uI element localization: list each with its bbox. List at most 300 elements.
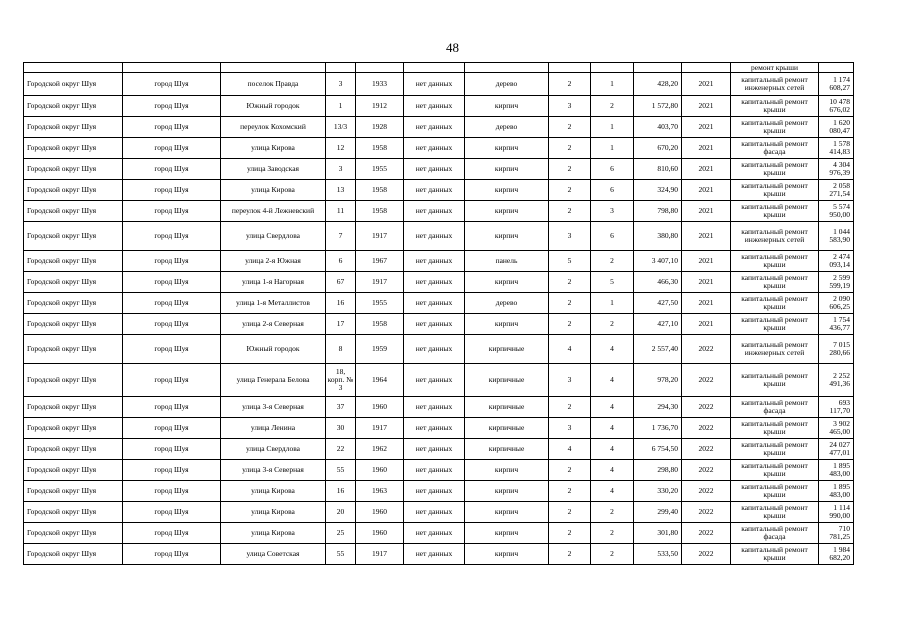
district-cell: Городской округ Шуя <box>24 335 123 364</box>
table-row <box>24 460 854 481</box>
wall-material-cell: кирпич <box>465 138 549 159</box>
street-cell: улица Свердлова <box>221 222 326 251</box>
year-built-cell: 1955 <box>356 159 404 180</box>
house-number-cell: 55 <box>326 460 356 481</box>
area-cell: 428,20 <box>634 73 682 96</box>
house-number-cell: 13 <box>326 180 356 201</box>
table-row <box>24 439 854 460</box>
table-row <box>24 138 854 159</box>
work-type-cell: капитальный ремонт инженерных сетей <box>731 335 819 364</box>
city-cell: город Шуя <box>123 272 221 293</box>
cost-cell: 1 620 080,47 <box>819 117 854 138</box>
work-type-cell: капитальный ремонт крыши <box>731 180 819 201</box>
capital-repair-cell: нет данных <box>404 96 465 117</box>
table-row <box>24 397 854 418</box>
cost-cell: 7 015 280,66 <box>819 335 854 364</box>
floors-cell: 2 <box>549 272 591 293</box>
work-type-cell: капитальный ремонт крыши <box>731 364 819 397</box>
area-cell: 533,50 <box>634 544 682 565</box>
plan-year-cell: 2021 <box>682 96 731 117</box>
area-cell: 2 557,40 <box>634 335 682 364</box>
street-cell: улица Заводская <box>221 159 326 180</box>
cost-cell: 2 252 491,36 <box>819 364 854 397</box>
city-cell: город Шуя <box>123 335 221 364</box>
house-number-cell: 3 <box>326 159 356 180</box>
cost-cell: 710 781,25 <box>819 523 854 544</box>
city-cell: город Шуя <box>123 314 221 335</box>
capital-repair-cell: нет данных <box>404 117 465 138</box>
work-type-cell: капитальный ремонт инженерных сетей <box>731 222 819 251</box>
work-type-cell: капитальный ремонт крыши <box>731 314 819 335</box>
work-type-cell: капитальный ремонт крыши <box>731 439 819 460</box>
year-built-cell: 1964 <box>356 364 404 397</box>
district-cell: Городской округ Шуя <box>24 460 123 481</box>
plan-year-cell: 2021 <box>682 138 731 159</box>
cost-cell: 1 174 608,27 <box>819 73 854 96</box>
street-cell: улица Кирова <box>221 502 326 523</box>
wall-material-cell: кирпич <box>465 272 549 293</box>
street-cell: улица 3-я Северная <box>221 397 326 418</box>
city-cell: город Шуя <box>123 460 221 481</box>
city-cell: город Шуя <box>123 364 221 397</box>
floors-cell: 2 <box>549 544 591 565</box>
district-cell: Городской округ Шуя <box>24 364 123 397</box>
city-cell: город Шуя <box>123 222 221 251</box>
capital-repair-cell: нет данных <box>404 180 465 201</box>
year-built-cell: 1917 <box>356 544 404 565</box>
work-type-cell: капитальный ремонт крыши <box>731 418 819 439</box>
capital-repair-cell: нет данных <box>404 439 465 460</box>
capital-repair-cell: нет данных <box>404 138 465 159</box>
district-cell: Городской округ Шуя <box>24 73 123 96</box>
district-cell: Городской округ Шуя <box>24 544 123 565</box>
table-row <box>24 481 854 502</box>
wall-material-cell: кирпич <box>465 159 549 180</box>
area-cell: 466,30 <box>634 272 682 293</box>
district-cell: Городской округ Шуя <box>24 418 123 439</box>
capital-repair-cell: нет данных <box>404 73 465 96</box>
work-type-cell: капитальный ремонт фасада <box>731 138 819 159</box>
entrances-cell: 4 <box>591 481 634 502</box>
house-number-cell: 7 <box>326 222 356 251</box>
house-number-cell: 25 <box>326 523 356 544</box>
capital-repair-cell: нет данных <box>404 418 465 439</box>
floors-cell: 3 <box>549 364 591 397</box>
plan-year-cell: 2022 <box>682 364 731 397</box>
area-cell: 427,50 <box>634 293 682 314</box>
cost-cell: 2 474 093,14 <box>819 251 854 272</box>
city-cell: город Шуя <box>123 439 221 460</box>
capital-repair-cell: нет данных <box>404 314 465 335</box>
district-cell: Городской округ Шуя <box>24 523 123 544</box>
district-cell: Городской округ Шуя <box>24 272 123 293</box>
table-row <box>24 418 854 439</box>
cost-cell: 5 574 950,00 <box>819 201 854 222</box>
buildings-table <box>23 62 854 565</box>
work-type-cell: ремонт крыши <box>731 63 819 73</box>
table-row <box>24 96 854 117</box>
work-type-cell: капитальный ремонт инженерных сетей <box>731 73 819 96</box>
street-cell: улица Кирова <box>221 180 326 201</box>
table-row <box>24 314 854 335</box>
work-type-cell: капитальный ремонт крыши <box>731 481 819 502</box>
wall-material-cell: дерево <box>465 117 549 138</box>
year-built-cell: 1917 <box>356 418 404 439</box>
capital-repair-cell: нет данных <box>404 159 465 180</box>
house-number-cell: 37 <box>326 397 356 418</box>
city-cell: город Шуя <box>123 481 221 502</box>
year-built-cell: 1955 <box>356 293 404 314</box>
wall-material-cell: кирпич <box>465 523 549 544</box>
house-number-cell: 55 <box>326 544 356 565</box>
cost-cell: 1 044 583,90 <box>819 222 854 251</box>
street-cell: улица Кирова <box>221 481 326 502</box>
capital-repair-cell: нет данных <box>404 397 465 418</box>
year-built-cell: 1960 <box>356 523 404 544</box>
area-cell: 1 736,70 <box>634 418 682 439</box>
year-built-cell: 1917 <box>356 222 404 251</box>
area-cell: 294,30 <box>634 397 682 418</box>
wall-material-cell: кирпич <box>465 544 549 565</box>
capital-repair-cell: нет данных <box>404 335 465 364</box>
area-cell: 301,80 <box>634 523 682 544</box>
house-number-cell: 30 <box>326 418 356 439</box>
city-cell: город Шуя <box>123 251 221 272</box>
city-cell: город Шуя <box>123 418 221 439</box>
plan-year-cell: 2021 <box>682 272 731 293</box>
year-built-cell: 1959 <box>356 335 404 364</box>
entrances-cell: 4 <box>591 439 634 460</box>
capital-repair-cell: нет данных <box>404 293 465 314</box>
district-cell: Городской округ Шуя <box>24 439 123 460</box>
wall-material-cell: кирпич <box>465 502 549 523</box>
area-cell: 670,20 <box>634 138 682 159</box>
cost-cell: 2 058 271,54 <box>819 180 854 201</box>
entrances-cell: 2 <box>591 96 634 117</box>
plan-year-cell: 2022 <box>682 460 731 481</box>
table-row <box>24 251 854 272</box>
plan-year-cell: 2021 <box>682 180 731 201</box>
wall-material-cell: кирпич <box>465 180 549 201</box>
year-built-cell: 1962 <box>356 439 404 460</box>
cost-cell: 10 478 676,02 <box>819 96 854 117</box>
city-cell: город Шуя <box>123 73 221 96</box>
plan-year-cell: 2021 <box>682 222 731 251</box>
table-row <box>24 73 854 96</box>
plan-year-cell: 2022 <box>682 502 731 523</box>
house-number-cell: 12 <box>326 138 356 159</box>
city-cell: город Шуя <box>123 523 221 544</box>
city-cell: город Шуя <box>123 96 221 117</box>
wall-material-cell: кирпичные <box>465 364 549 397</box>
cost-cell: 1 578 414,83 <box>819 138 854 159</box>
district-cell: Городской округ Шуя <box>24 293 123 314</box>
city-cell: город Шуя <box>123 544 221 565</box>
area-cell: 299,40 <box>634 502 682 523</box>
entrances-cell: 6 <box>591 180 634 201</box>
street-cell: улица Кирова <box>221 523 326 544</box>
floors-cell: 2 <box>549 117 591 138</box>
entrances-cell: 4 <box>591 335 634 364</box>
city-cell: город Шуя <box>123 502 221 523</box>
plan-year-cell: 2021 <box>682 314 731 335</box>
capital-repair-cell: нет данных <box>404 523 465 544</box>
street-cell: переулок 4-й Лежневский <box>221 201 326 222</box>
house-number-cell: 13/3 <box>326 117 356 138</box>
cost-cell: 4 304 976,39 <box>819 159 854 180</box>
floors-cell: 2 <box>549 293 591 314</box>
capital-repair-cell: нет данных <box>404 222 465 251</box>
house-number-cell: 20 <box>326 502 356 523</box>
district-cell: Городской округ Шуя <box>24 314 123 335</box>
street-cell: Южный городок <box>221 335 326 364</box>
area-cell: 798,80 <box>634 201 682 222</box>
work-type-cell: капитальный ремонт крыши <box>731 544 819 565</box>
entrances-cell: 2 <box>591 502 634 523</box>
wall-material-cell: кирпич <box>465 222 549 251</box>
table-row <box>24 335 854 364</box>
year-built-cell: 1960 <box>356 502 404 523</box>
street-cell: поселок Правда <box>221 73 326 96</box>
floors-cell: 2 <box>549 314 591 335</box>
house-number-cell: 6 <box>326 251 356 272</box>
floors-cell: 5 <box>549 251 591 272</box>
house-number-cell: 67 <box>326 272 356 293</box>
city-cell: город Шуя <box>123 117 221 138</box>
district-cell: Городской округ Шуя <box>24 201 123 222</box>
work-type-cell: капитальный ремонт крыши <box>731 159 819 180</box>
district-cell: Городской округ Шуя <box>24 502 123 523</box>
year-built-cell: 1912 <box>356 96 404 117</box>
street-cell: улица 1-я Металлистов <box>221 293 326 314</box>
cost-cell: 693 117,70 <box>819 397 854 418</box>
street-cell: улица 2-я Северная <box>221 314 326 335</box>
area-cell: 1 572,80 <box>634 96 682 117</box>
area-cell: 298,80 <box>634 460 682 481</box>
table-row <box>24 523 854 544</box>
entrances-cell: 1 <box>591 73 634 96</box>
year-built-cell: 1928 <box>356 117 404 138</box>
area-cell: 403,70 <box>634 117 682 138</box>
floors-cell: 2 <box>549 397 591 418</box>
street-cell: улица 2-я Южная <box>221 251 326 272</box>
cost-cell: 2 090 606,25 <box>819 293 854 314</box>
capital-repair-cell: нет данных <box>404 502 465 523</box>
cost-cell: 1 895 483,00 <box>819 460 854 481</box>
work-type-cell: капитальный ремонт крыши <box>731 251 819 272</box>
floors-cell: 2 <box>549 138 591 159</box>
entrances-cell: 5 <box>591 272 634 293</box>
house-number-cell: 1 <box>326 96 356 117</box>
work-type-cell: капитальный ремонт крыши <box>731 96 819 117</box>
floors-cell: 2 <box>549 201 591 222</box>
capital-repair-cell: нет данных <box>404 460 465 481</box>
district-cell: Городской округ Шуя <box>24 117 123 138</box>
wall-material-cell: кирпич <box>465 201 549 222</box>
floors-cell: 2 <box>549 180 591 201</box>
house-number-cell: 3 <box>326 73 356 96</box>
plan-year-cell: 2022 <box>682 544 731 565</box>
street-cell: улица Кирова <box>221 138 326 159</box>
plan-year-cell: 2021 <box>682 201 731 222</box>
city-cell: город Шуя <box>123 138 221 159</box>
work-type-cell: капитальный ремонт крыши <box>731 272 819 293</box>
table-row <box>24 293 854 314</box>
floors-cell: 3 <box>549 418 591 439</box>
entrances-cell: 2 <box>591 314 634 335</box>
district-cell: Городской округ Шуя <box>24 481 123 502</box>
plan-year-cell: 2021 <box>682 251 731 272</box>
area-cell: 978,20 <box>634 364 682 397</box>
district-cell: Городской округ Шуя <box>24 159 123 180</box>
house-number-cell: 22 <box>326 439 356 460</box>
table-row <box>24 222 854 251</box>
table-row <box>24 159 854 180</box>
work-type-cell: капитальный ремонт фасада <box>731 397 819 418</box>
table-row <box>24 544 854 565</box>
street-cell: улица Генерала Белова <box>221 364 326 397</box>
entrances-cell: 3 <box>591 201 634 222</box>
city-cell: город Шуя <box>123 293 221 314</box>
capital-repair-cell: нет данных <box>404 201 465 222</box>
area-cell: 324,90 <box>634 180 682 201</box>
entrances-cell: 2 <box>591 251 634 272</box>
work-type-cell: капитальный ремонт крыши <box>731 117 819 138</box>
cost-cell: 1 754 436,77 <box>819 314 854 335</box>
floors-cell: 2 <box>549 159 591 180</box>
wall-material-cell: кирпичные <box>465 439 549 460</box>
area-cell: 6 754,50 <box>634 439 682 460</box>
city-cell: город Шуя <box>123 201 221 222</box>
district-cell: Городской округ Шуя <box>24 222 123 251</box>
floors-cell: 2 <box>549 523 591 544</box>
entrances-cell: 4 <box>591 397 634 418</box>
entrances-cell: 6 <box>591 222 634 251</box>
cost-cell: 3 902 465,00 <box>819 418 854 439</box>
table-row <box>24 117 854 138</box>
year-built-cell: 1958 <box>356 138 404 159</box>
wall-material-cell: кирпич <box>465 481 549 502</box>
area-cell: 3 407,10 <box>634 251 682 272</box>
city-cell: город Шуя <box>123 397 221 418</box>
floors-cell: 2 <box>549 481 591 502</box>
floors-cell: 3 <box>549 222 591 251</box>
district-cell: Городской округ Шуя <box>24 96 123 117</box>
year-built-cell: 1967 <box>356 251 404 272</box>
entrances-cell: 4 <box>591 460 634 481</box>
capital-repair-cell: нет данных <box>404 544 465 565</box>
table-row <box>24 201 854 222</box>
floors-cell: 2 <box>549 73 591 96</box>
street-cell: улица Ленина <box>221 418 326 439</box>
year-built-cell: 1933 <box>356 73 404 96</box>
floors-cell: 2 <box>549 502 591 523</box>
wall-material-cell: кирпич <box>465 96 549 117</box>
year-built-cell: 1958 <box>356 180 404 201</box>
work-type-cell: капитальный ремонт крыши <box>731 502 819 523</box>
entrances-cell: 1 <box>591 138 634 159</box>
table-row <box>24 364 854 397</box>
work-type-cell: капитальный ремонт фасада <box>731 523 819 544</box>
year-built-cell: 1958 <box>356 201 404 222</box>
house-number-cell: 18, корп. № 3 <box>326 364 356 397</box>
year-built-cell: 1958 <box>356 314 404 335</box>
plan-year-cell: 2022 <box>682 418 731 439</box>
entrances-cell: 2 <box>591 544 634 565</box>
house-number-cell: 11 <box>326 201 356 222</box>
wall-material-cell: панель <box>465 251 549 272</box>
cost-cell: 24 027 477,01 <box>819 439 854 460</box>
capital-repair-cell: нет данных <box>404 272 465 293</box>
work-type-cell: капитальный ремонт крыши <box>731 460 819 481</box>
street-cell: улица 3-я Северная <box>221 460 326 481</box>
entrances-cell: 2 <box>591 523 634 544</box>
city-cell: город Шуя <box>123 159 221 180</box>
year-built-cell: 1960 <box>356 397 404 418</box>
house-number-cell: 8 <box>326 335 356 364</box>
plan-year-cell: 2021 <box>682 159 731 180</box>
entrances-cell: 4 <box>591 418 634 439</box>
district-cell: Городской округ Шуя <box>24 251 123 272</box>
work-type-cell: капитальный ремонт крыши <box>731 293 819 314</box>
area-cell: 330,20 <box>634 481 682 502</box>
plan-year-cell: 2021 <box>682 117 731 138</box>
wall-material-cell: кирпичные <box>465 335 549 364</box>
cost-cell: 1 984 682,20 <box>819 544 854 565</box>
table-row-continued <box>24 63 854 73</box>
house-number-cell: 16 <box>326 293 356 314</box>
capital-repair-cell: нет данных <box>404 481 465 502</box>
plan-year-cell: 2022 <box>682 439 731 460</box>
plan-year-cell: 2022 <box>682 523 731 544</box>
district-cell: Городской округ Шуя <box>24 138 123 159</box>
table-row <box>24 180 854 201</box>
area-cell: 427,10 <box>634 314 682 335</box>
entrances-cell: 1 <box>591 293 634 314</box>
plan-year-cell: 2022 <box>682 481 731 502</box>
wall-material-cell: кирпичные <box>465 418 549 439</box>
plan-year-cell: 2022 <box>682 397 731 418</box>
entrances-cell: 1 <box>591 117 634 138</box>
floors-cell: 4 <box>549 439 591 460</box>
wall-material-cell: кирпич <box>465 314 549 335</box>
cost-cell: 1 895 483,00 <box>819 481 854 502</box>
year-built-cell: 1917 <box>356 272 404 293</box>
plan-year-cell: 2022 <box>682 335 731 364</box>
area-cell: 810,60 <box>634 159 682 180</box>
street-cell: Южный городок <box>221 96 326 117</box>
floors-cell: 2 <box>549 460 591 481</box>
floors-cell: 4 <box>549 335 591 364</box>
house-number-cell: 17 <box>326 314 356 335</box>
house-number-cell: 16 <box>326 481 356 502</box>
table-row <box>24 502 854 523</box>
area-cell: 380,80 <box>634 222 682 251</box>
street-cell: улица Советская <box>221 544 326 565</box>
wall-material-cell: кирпичные <box>465 397 549 418</box>
street-cell: улица Свердлова <box>221 439 326 460</box>
entrances-cell: 4 <box>591 364 634 397</box>
city-cell: город Шуя <box>123 180 221 201</box>
capital-repair-cell: нет данных <box>404 364 465 397</box>
page-number: 48 <box>446 40 459 55</box>
street-cell: переулок Кохомский <box>221 117 326 138</box>
district-cell: Городской округ Шуя <box>24 397 123 418</box>
district-cell: Городской округ Шуя <box>24 180 123 201</box>
wall-material-cell: дерево <box>465 293 549 314</box>
work-type-cell: капитальный ремонт крыши <box>731 201 819 222</box>
wall-material-cell: дерево <box>465 73 549 96</box>
